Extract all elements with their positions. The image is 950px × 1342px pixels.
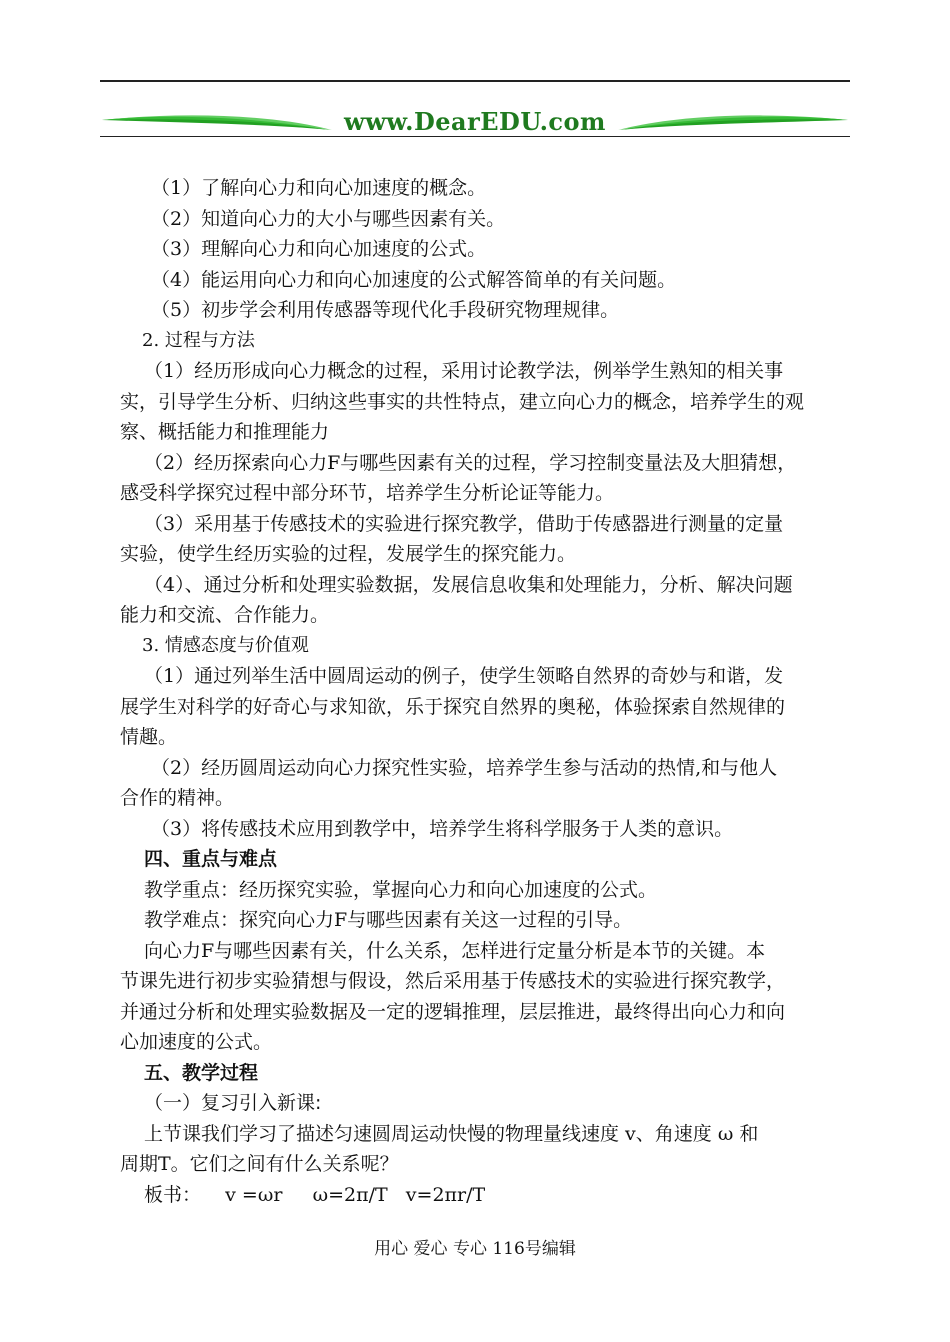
subsection-heading-review: （一）复习引入新课: [144, 1092, 322, 1114]
header-bottom-rule [100, 136, 850, 137]
objective-item-3: （3）理解向心力和向心加速度的公式。 [151, 238, 487, 260]
section-heading-key-points: 四、重点与难点 [144, 848, 278, 870]
paragraph-line: 展学生对科学的好奇心与求知欲，乐于探究自然界的奥秘，体验探索自然规律的 [120, 695, 786, 718]
paragraph-line: 察、概括能力和推理能力 [120, 421, 330, 443]
paragraph-line: 周期T。它们之间有什么关系呢？ [120, 1153, 399, 1175]
blackboard-formula-line: 板书： v =ωr ω=2π/T v=2πr/T [144, 1183, 486, 1206]
header-top-rule [100, 80, 850, 82]
objective-item-2: （2）知道向心力的大小与哪些因素有关。 [151, 207, 506, 230]
paragraph-line: （2）经历圆周运动向心力探究性实验，培养学生参与活动的热情,和与他人 [151, 756, 778, 779]
paragraph-line: 向心力F与哪些因素有关，什么关系，怎样进行定量分析是本节的关键。本 [144, 939, 766, 962]
paragraph-line: 实，引导学生分析、归纳这些事实的共性特点，建立向心力的概念，培养学生的观 [120, 390, 805, 413]
objective-item-5: （5）初步学会利用传感器等现代化手段研究物理规律。 [151, 299, 620, 321]
paragraph-line: 心加速度的公式。 [120, 1031, 273, 1053]
document-body [120, 173, 850, 1210]
paragraph-line: 感受科学探究过程中部分环节，培养学生分析论证等能力。 [120, 482, 615, 504]
paragraph-line: （3）采用基于传感技术的实验进行探究教学，借助于传感器进行测量的定量 [144, 512, 784, 535]
paragraph-line: （4）、通过分析和处理实验数据，发展信息收集和处理能力，分析、解决问题 [144, 573, 793, 596]
paragraph-line: 上节课我们学习了描述匀速圆周运动快慢的物理量线速度 v、角速度 ω 和 [144, 1122, 759, 1145]
section-heading-teaching-process: 五、教学过程 [144, 1061, 259, 1084]
difficulty-line: 教学难点：探究向心力F与哪些因素有关这一过程的引导。 [144, 909, 633, 931]
paragraph-line: 并通过分析和处理实验数据及一定的逻辑推理，层层推进，最终得出向心力和向 [120, 1000, 786, 1023]
paragraph-line: 节课先进行初步实验猜想与假设，然后采用基于传感技术的实验进行探究教学， [120, 970, 786, 992]
paragraph-line: （2）经历探索向心力F与哪些因素有关的过程，学习控制变量法及大胆猜想， [144, 451, 797, 474]
paragraph-line: 情趣。 [120, 726, 178, 748]
paragraph-line: （3）将传感技术应用到教学中，培养学生将科学服务于人类的意识。 [151, 817, 734, 840]
subheading-process-method: 2. 过程与方法 [142, 329, 255, 351]
paragraph-line: （1）通过列举生活中圆周运动的例子，使学生领略自然界的奇妙与和谐，发 [144, 665, 784, 687]
page-footer: 用心 爱心 专心 116号编辑 [374, 1239, 576, 1259]
paragraph-line: 实验，使学生经历实验的过程，发展学生的探究能力。 [120, 543, 577, 565]
paragraph-line: 能力和交流、合作能力。 [120, 604, 330, 626]
key-point-line: 教学重点：经历探究实验，掌握向心力和向心加速度的公式。 [144, 878, 658, 901]
paragraph-line: （1）经历形成向心力概念的过程，采用讨论教学法，例举学生熟知的相关事 [144, 360, 784, 382]
site-logo-text: www.DearEDU.com [344, 107, 606, 136]
subheading-attitude-values: 3. 情感态度与价值观 [142, 634, 309, 656]
objective-item-1: （1）了解向心力和向心加速度的概念。 [151, 177, 487, 199]
paragraph-line: 合作的精神。 [120, 787, 235, 809]
objective-item-4: （4）能运用向心力和向心加速度的公式解答简单的有关问题。 [151, 268, 677, 291]
